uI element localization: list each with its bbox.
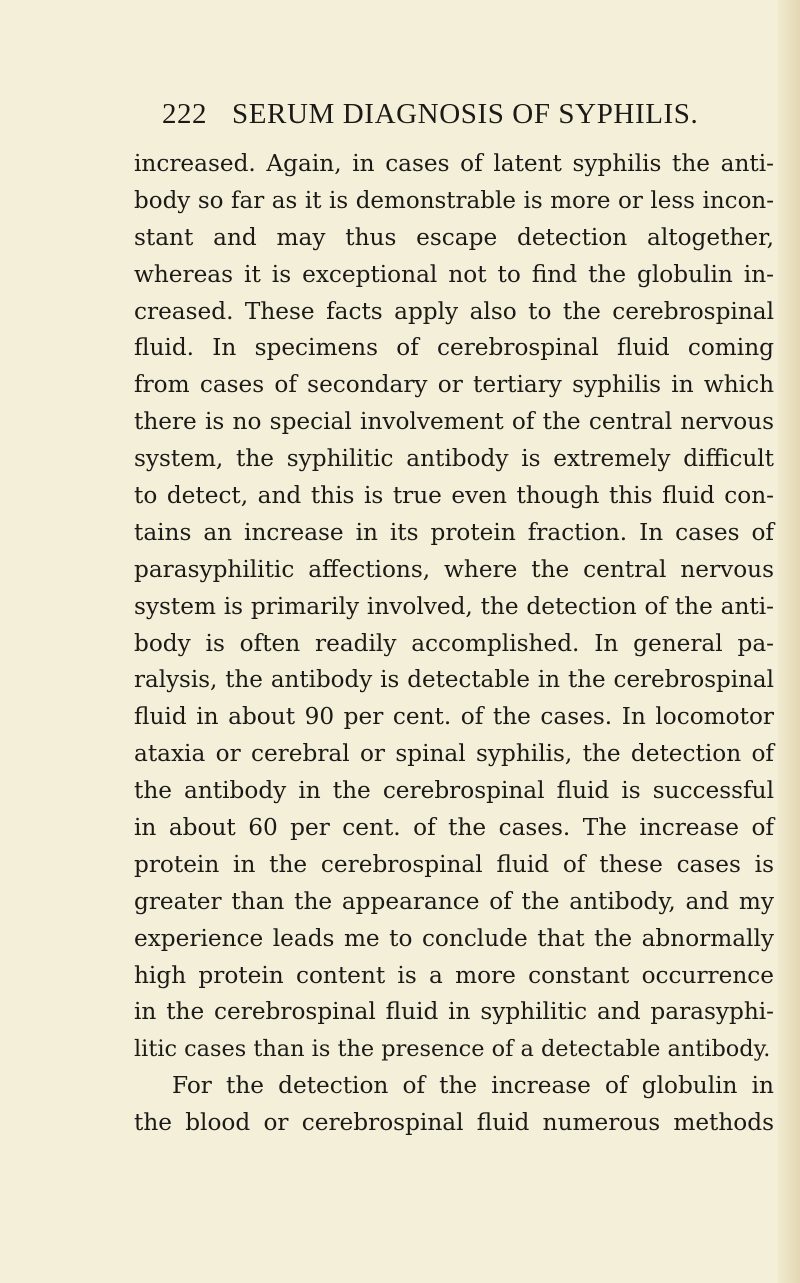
text-line: protein in the cerebrospinal fluid of these cases is [134,850,774,878]
text-line: ataxia or cerebral or spinal syphilis, the detection of [134,740,774,768]
text-line: litic cases than is the presence of a detectable antibody. [134,1036,771,1063]
page-edge-shadow [778,0,800,1283]
text-line: the antibody in the cerebrospinal fluid is successful [134,777,774,805]
page-number: 222 [162,98,207,130]
text-line: body so far as it is demonstrable is more or less incon- [134,187,774,214]
text-line: the blood or cerebrospinal fluid numerous methods [134,1109,774,1137]
page-header [0,94,800,134]
text-line: experience leads me to conclude that the abnormally [134,924,774,952]
text-line: tains an increase in its protein fraction. In cases of [134,518,774,546]
text-line: body is often readily accomplished. In general pa- [134,629,774,657]
text-line: fluid. In specimens of cerebrospinal fluid coming [134,334,774,362]
text-line: For the detection of the increase of globulin in [172,1072,774,1100]
body-text [134,146,774,1142]
text-line: parasyphilitic affections, where the central nervous [134,555,774,583]
text-line: ralysis, the antibody is detectable in the cerebrospinal [134,667,774,694]
text-line: there is no special involvement of the central nervous [134,408,774,436]
text-line: fluid in about 90 per cent. of the cases. In locomotor [134,703,774,731]
running-title: SERUM DIAGNOSIS OF SYPHILIS. [232,98,699,130]
text-line: to detect, and this is true even though this fluid con- [134,482,774,510]
text-line: whereas it is exceptional not to find the globulin in- [134,260,774,288]
text-line: increased. Again, in cases of latent syphilis the anti- [134,150,774,177]
text-line: greater than the appearance of the antibody, and my [134,887,774,915]
text-line: system is primarily involved, the detection of the anti- [134,592,774,620]
text-line: in about 60 per cent. of the cases. The increase of [134,814,774,842]
text-line: from cases of secondary or tertiary syphilis in which [134,371,774,399]
text-line: high protein content is a more constant occurrence [134,961,774,989]
text-line: in the cerebrospinal fluid in syphilitic and parasyphi- [134,998,774,1026]
text-line: stant and may thus escape detection altogether, [134,223,774,251]
text-line: system, the syphilitic antibody is extremely difficult [134,445,774,473]
text-line: creased. These facts apply also to the cerebrospinal [134,297,774,325]
